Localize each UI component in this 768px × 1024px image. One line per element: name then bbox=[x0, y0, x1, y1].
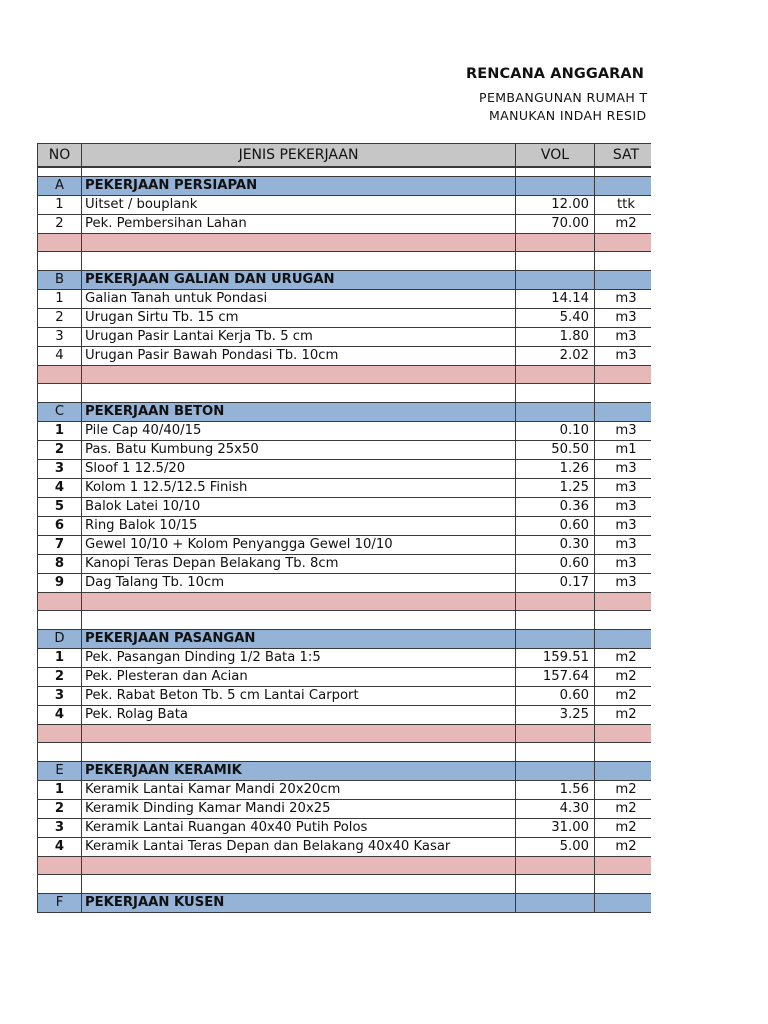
item-description: Galian Tanah untuk Pondasi bbox=[82, 290, 516, 309]
item-description: Uitset / bouplank bbox=[82, 196, 516, 215]
item-unit: m3 bbox=[595, 479, 652, 498]
spacer-row-cell bbox=[82, 167, 516, 177]
item-number: 3 bbox=[38, 687, 82, 706]
item-number: 4 bbox=[38, 479, 82, 498]
item-volume: 0.36 bbox=[516, 498, 595, 517]
item-description: Urugan Pasir Bawah Pondasi Tb. 10cm bbox=[82, 347, 516, 366]
item-unit: m3 bbox=[595, 517, 652, 536]
item-description: Gewel 10/10 + Kolom Penyangga Gewel 10/10 bbox=[82, 536, 516, 555]
section-sat-cell bbox=[595, 271, 652, 290]
item-number: 3 bbox=[38, 819, 82, 838]
item-unit: m3 bbox=[595, 555, 652, 574]
table-row bbox=[38, 517, 652, 536]
item-unit: m2 bbox=[595, 706, 652, 725]
subtotal-row-cell bbox=[516, 593, 595, 611]
blank-row-cell bbox=[595, 611, 652, 630]
item-number: 8 bbox=[38, 555, 82, 574]
item-volume: 0.17 bbox=[516, 574, 595, 593]
item-description: Pek. Plesteran dan Acian bbox=[82, 668, 516, 687]
subtotal-row-cell bbox=[595, 593, 652, 611]
subtotal-row-cell bbox=[82, 234, 516, 252]
table-row bbox=[38, 536, 652, 555]
item-number: 4 bbox=[38, 347, 82, 366]
blank-row-cell bbox=[516, 384, 595, 403]
item-description: Pas. Batu Kumbung 25x50 bbox=[82, 441, 516, 460]
subtotal-row-cell bbox=[82, 366, 516, 384]
item-description: Urugan Sirtu Tb. 15 cm bbox=[82, 309, 516, 328]
item-unit: m2 bbox=[595, 819, 652, 838]
item-volume: 5.00 bbox=[516, 838, 595, 857]
table-row bbox=[38, 838, 652, 857]
item-description: Keramik Lantai Kamar Mandi 20x20cm bbox=[82, 781, 516, 800]
table-body bbox=[38, 167, 652, 913]
subtotal-row-cell bbox=[516, 857, 595, 875]
table-row bbox=[38, 781, 652, 800]
item-number: 6 bbox=[38, 517, 82, 536]
section-title: PEKERJAAN BETON bbox=[82, 403, 516, 422]
table-row bbox=[38, 309, 652, 328]
table-row bbox=[38, 479, 652, 498]
item-number: 2 bbox=[38, 309, 82, 328]
item-volume: 3.25 bbox=[516, 706, 595, 725]
spacer-row bbox=[38, 167, 652, 177]
subtotal-row bbox=[38, 593, 652, 611]
section-sat-cell bbox=[595, 894, 652, 913]
table-row bbox=[38, 441, 652, 460]
item-description: Pek. Pasangan Dinding 1/2 Bata 1:5 bbox=[82, 649, 516, 668]
blank-row-cell bbox=[38, 875, 82, 894]
section-title: PEKERJAAN PERSIAPAN bbox=[82, 177, 516, 196]
item-unit: m3 bbox=[595, 422, 652, 441]
item-unit: m3 bbox=[595, 328, 652, 347]
document-subtitle-2: MANUKAN INDAH RESID bbox=[489, 108, 647, 123]
item-number: 1 bbox=[38, 649, 82, 668]
blank-row-cell bbox=[516, 611, 595, 630]
section-vol-cell bbox=[516, 271, 595, 290]
item-number: 9 bbox=[38, 574, 82, 593]
item-volume: 70.00 bbox=[516, 215, 595, 234]
subtotal-row-cell bbox=[38, 234, 82, 252]
subtotal-row bbox=[38, 857, 652, 875]
blank-row-cell bbox=[82, 252, 516, 271]
item-number: 3 bbox=[38, 460, 82, 479]
item-volume: 1.25 bbox=[516, 479, 595, 498]
item-volume: 4.30 bbox=[516, 800, 595, 819]
subtotal-row-cell bbox=[595, 725, 652, 743]
blank-row-cell bbox=[516, 252, 595, 271]
table-row bbox=[38, 819, 652, 838]
item-description: Pek. Pembersihan Lahan bbox=[82, 215, 516, 234]
item-description: Pile Cap 40/40/15 bbox=[82, 422, 516, 441]
item-description: Keramik Dinding Kamar Mandi 20x25 bbox=[82, 800, 516, 819]
subtotal-row-cell bbox=[82, 593, 516, 611]
item-unit: m3 bbox=[595, 574, 652, 593]
item-volume: 14.14 bbox=[516, 290, 595, 309]
item-volume: 1.80 bbox=[516, 328, 595, 347]
item-unit: m3 bbox=[595, 536, 652, 555]
subtotal-row-cell bbox=[516, 234, 595, 252]
subtotal-row-cell bbox=[595, 234, 652, 252]
blank-row bbox=[38, 384, 652, 403]
blank-row-cell bbox=[82, 384, 516, 403]
item-volume: 0.60 bbox=[516, 555, 595, 574]
subtotal-row-cell bbox=[595, 857, 652, 875]
blank-row bbox=[38, 743, 652, 762]
item-unit: m2 bbox=[595, 215, 652, 234]
item-unit: m1 bbox=[595, 441, 652, 460]
section-vol-cell bbox=[516, 894, 595, 913]
item-unit: m2 bbox=[595, 781, 652, 800]
table-row bbox=[38, 215, 652, 234]
section-row bbox=[38, 271, 652, 290]
blank-row-cell bbox=[595, 384, 652, 403]
blank-row bbox=[38, 611, 652, 630]
item-unit: m3 bbox=[595, 290, 652, 309]
column-header-vol: VOL bbox=[516, 144, 595, 168]
blank-row-cell bbox=[38, 252, 82, 271]
item-volume: 2.02 bbox=[516, 347, 595, 366]
subtotal-row-cell bbox=[38, 593, 82, 611]
item-volume: 50.50 bbox=[516, 441, 595, 460]
blank-row-cell bbox=[38, 611, 82, 630]
item-unit: ttk bbox=[595, 196, 652, 215]
item-volume: 0.60 bbox=[516, 687, 595, 706]
item-number: 4 bbox=[38, 706, 82, 725]
spacer-row-cell bbox=[516, 167, 595, 177]
column-header-no: NO bbox=[38, 144, 82, 168]
item-unit: m3 bbox=[595, 309, 652, 328]
item-number: 7 bbox=[38, 536, 82, 555]
table-row bbox=[38, 668, 652, 687]
item-number: 3 bbox=[38, 328, 82, 347]
spacer-row-cell bbox=[38, 167, 82, 177]
table-row bbox=[38, 706, 652, 725]
item-unit: m3 bbox=[595, 460, 652, 479]
blank-row-cell bbox=[38, 743, 82, 762]
subtotal-row-cell bbox=[516, 725, 595, 743]
subtotal-row-cell bbox=[38, 857, 82, 875]
section-row bbox=[38, 894, 652, 913]
item-unit: m2 bbox=[595, 838, 652, 857]
budget-table bbox=[37, 143, 651, 913]
section-title: PEKERJAAN GALIAN DAN URUGAN bbox=[82, 271, 516, 290]
column-header-job: JENIS PEKERJAAN bbox=[82, 144, 516, 168]
subtotal-row bbox=[38, 366, 652, 384]
section-vol-cell bbox=[516, 403, 595, 422]
item-number: 1 bbox=[38, 781, 82, 800]
table-row bbox=[38, 460, 652, 479]
section-code: C bbox=[38, 403, 82, 422]
section-sat-cell bbox=[595, 403, 652, 422]
blank-row bbox=[38, 252, 652, 271]
blank-row-cell bbox=[38, 384, 82, 403]
section-vol-cell bbox=[516, 762, 595, 781]
section-code: F bbox=[38, 894, 82, 913]
item-volume: 1.56 bbox=[516, 781, 595, 800]
item-unit: m2 bbox=[595, 687, 652, 706]
item-description: Sloof 1 12.5/20 bbox=[82, 460, 516, 479]
item-volume: 5.40 bbox=[516, 309, 595, 328]
table-row bbox=[38, 290, 652, 309]
item-unit: m3 bbox=[595, 347, 652, 366]
blank-row-cell bbox=[595, 875, 652, 894]
item-description: Kolom 1 12.5/12.5 Finish bbox=[82, 479, 516, 498]
item-description: Ring Balok 10/15 bbox=[82, 517, 516, 536]
item-number: 2 bbox=[38, 441, 82, 460]
item-description: Urugan Pasir Lantai Kerja Tb. 5 cm bbox=[82, 328, 516, 347]
section-vol-cell bbox=[516, 630, 595, 649]
item-number: 2 bbox=[38, 668, 82, 687]
item-unit: m3 bbox=[595, 498, 652, 517]
item-number: 1 bbox=[38, 196, 82, 215]
item-description: Pek. Rolag Bata bbox=[82, 706, 516, 725]
blank-row-cell bbox=[595, 252, 652, 271]
table-row bbox=[38, 498, 652, 517]
item-volume: 0.10 bbox=[516, 422, 595, 441]
subtotal-row-cell bbox=[82, 725, 516, 743]
item-unit: m2 bbox=[595, 800, 652, 819]
section-code: B bbox=[38, 271, 82, 290]
item-unit: m2 bbox=[595, 649, 652, 668]
item-volume: 12.00 bbox=[516, 196, 595, 215]
section-code: A bbox=[38, 177, 82, 196]
section-title: PEKERJAAN KERAMIK bbox=[82, 762, 516, 781]
subtotal-row bbox=[38, 725, 652, 743]
blank-row-cell bbox=[82, 743, 516, 762]
section-row bbox=[38, 403, 652, 422]
section-row bbox=[38, 177, 652, 196]
table-row bbox=[38, 555, 652, 574]
section-sat-cell bbox=[595, 762, 652, 781]
blank-row-cell bbox=[82, 875, 516, 894]
item-description: Dag Talang Tb. 10cm bbox=[82, 574, 516, 593]
item-number: 5 bbox=[38, 498, 82, 517]
item-description: Kanopi Teras Depan Belakang Tb. 8cm bbox=[82, 555, 516, 574]
item-volume: 31.00 bbox=[516, 819, 595, 838]
table-row bbox=[38, 687, 652, 706]
subtotal-row-cell bbox=[38, 725, 82, 743]
spacer-row-cell bbox=[595, 167, 652, 177]
item-description: Pek. Rabat Beton Tb. 5 cm Lantai Carport bbox=[82, 687, 516, 706]
item-volume: 159.51 bbox=[516, 649, 595, 668]
table-row bbox=[38, 328, 652, 347]
section-title: PEKERJAAN KUSEN bbox=[82, 894, 516, 913]
item-description: Keramik Lantai Teras Depan dan Belakang 40x40 Kasar bbox=[82, 838, 516, 857]
table-row bbox=[38, 196, 652, 215]
section-code: D bbox=[38, 630, 82, 649]
item-volume: 0.60 bbox=[516, 517, 595, 536]
section-code: E bbox=[38, 762, 82, 781]
section-vol-cell bbox=[516, 177, 595, 196]
item-volume: 1.26 bbox=[516, 460, 595, 479]
item-unit: m2 bbox=[595, 668, 652, 687]
table-row bbox=[38, 422, 652, 441]
subtotal-row-cell bbox=[595, 366, 652, 384]
section-row bbox=[38, 630, 652, 649]
section-title: PEKERJAAN PASANGAN bbox=[82, 630, 516, 649]
item-volume: 157.64 bbox=[516, 668, 595, 687]
item-number: 2 bbox=[38, 800, 82, 819]
item-number: 2 bbox=[38, 215, 82, 234]
item-number: 4 bbox=[38, 838, 82, 857]
table-row bbox=[38, 800, 652, 819]
subtotal-row-cell bbox=[38, 366, 82, 384]
item-number: 1 bbox=[38, 422, 82, 441]
document-subtitle-1: PEMBANGUNAN RUMAH T bbox=[479, 90, 648, 105]
table-row bbox=[38, 649, 652, 668]
item-volume: 0.30 bbox=[516, 536, 595, 555]
table-row bbox=[38, 347, 652, 366]
section-sat-cell bbox=[595, 630, 652, 649]
blank-row-cell bbox=[516, 743, 595, 762]
item-number: 1 bbox=[38, 290, 82, 309]
subtotal-row-cell bbox=[516, 366, 595, 384]
blank-row-cell bbox=[516, 875, 595, 894]
section-sat-cell bbox=[595, 177, 652, 196]
table-row bbox=[38, 574, 652, 593]
section-row bbox=[38, 762, 652, 781]
blank-row-cell bbox=[82, 611, 516, 630]
subtotal-row-cell bbox=[82, 857, 516, 875]
document-title: RENCANA ANGGARAN bbox=[466, 66, 644, 82]
table-header-row bbox=[38, 144, 652, 168]
item-description: Balok Latei 10/10 bbox=[82, 498, 516, 517]
blank-row-cell bbox=[595, 743, 652, 762]
column-header-sat: SAT bbox=[595, 144, 652, 168]
item-description: Keramik Lantai Ruangan 40x40 Putih Polos bbox=[82, 819, 516, 838]
blank-row bbox=[38, 875, 652, 894]
subtotal-row bbox=[38, 234, 652, 252]
